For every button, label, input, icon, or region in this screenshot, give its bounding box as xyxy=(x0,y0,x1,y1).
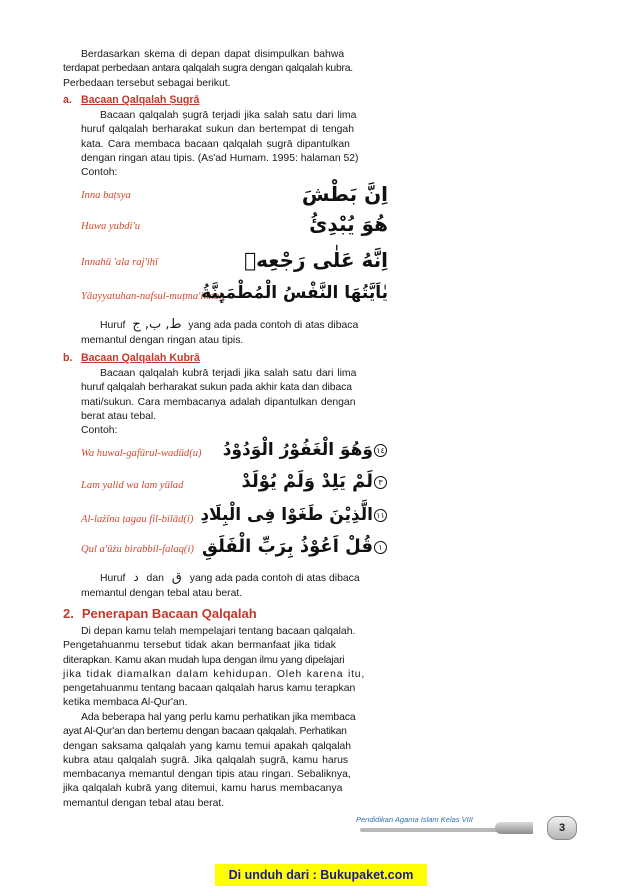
note-text: Huruf xyxy=(100,573,126,584)
section-b-marker: b. xyxy=(63,352,73,364)
section-2-heading xyxy=(63,606,257,621)
text-line: memantul dengan tebal atau berat. xyxy=(81,588,243,600)
text-line: terdapat perbedaan antara qalqalah sugra dengan qalqalah kubra. xyxy=(63,63,353,75)
text-line: Bacaan qalqalah kubrā terjadi jika salah satu dari lima xyxy=(100,368,357,379)
text-line: huruf qalqalah berharakat sukun dan bertempat di tengah xyxy=(81,124,354,136)
text-line: dengan ringan atau tipis. (As'ad Humam. 1995: halaman 52) xyxy=(81,152,359,164)
section-a-heading xyxy=(63,94,199,106)
note-arabic-letters: ط, ب, ج xyxy=(132,317,182,332)
download-banner[interactable]: Di unduh dari : Bukupaket.com xyxy=(215,864,427,886)
example-arabic: يٰاَيَّتُهَا النَّفْسُ الْمُطْمَىِٕنَّةُ xyxy=(201,283,388,303)
section-a-note xyxy=(81,318,391,349)
ayah-number-icon: ٣ xyxy=(374,476,387,489)
example-arabic xyxy=(242,471,388,492)
note-text: yang ada pada contoh di atas dibaca xyxy=(189,573,360,584)
example-latin: Wa huwal-gafūrul-wadūd(u) xyxy=(81,448,202,459)
note-arabic-letter: د xyxy=(133,570,139,584)
section-b-note xyxy=(81,570,391,602)
ayah-number-icon: ١٤ xyxy=(374,444,387,457)
section-2-paragraph-1 xyxy=(63,625,391,711)
ayah-number-icon: ١١ xyxy=(374,509,387,522)
text-line: Ada beberapa hal yang perlu kamu perhatikan jika membaca xyxy=(81,712,356,723)
page-number: 3 xyxy=(547,816,577,840)
text-line: Perbedaan tersebut sebagai berikut. xyxy=(63,77,231,89)
example-latin: Huwa yubdi'u xyxy=(81,221,141,232)
text-line: memantul dengan tebal atau berat. xyxy=(63,797,225,809)
section-b-paragraph xyxy=(81,367,391,438)
section-a-title: Bacaan Qalqalah Ṣugrā xyxy=(81,94,200,106)
example-latin: Al-lażīna ṭagau fil-bilād(i) xyxy=(81,514,194,525)
note-arabic-letter: ق xyxy=(171,570,182,585)
footer-decoration-tab xyxy=(495,822,533,834)
arabic-text: قُلْ اَعُوْذُ بِرَبِّ الْفَلَقِ xyxy=(201,536,373,557)
arabic-text: لَمْ يَلِدْ وَلَمْ يُوْلَدْ xyxy=(241,471,373,492)
text-line: ayat Al-Qur'an dan bertemu dengan bacaan qalqalah. Perhatikan xyxy=(63,726,347,738)
text-line: dengan saksama qalqalah yang kamu temui apakah qalqalah xyxy=(63,740,352,752)
arabic-text: وَهُوَ الْغَفُوْرُ الْوَدُوْدُ xyxy=(222,440,373,460)
text-line: jika qalqalah kubrā yang ditemui, kamu harus membacanya xyxy=(63,783,343,795)
example-latin: Qul a'ūżu birabbil-falaq(i) xyxy=(81,544,194,555)
text-line: kubra atau qalqalah ṣugrā. Jika qalqalah ṣugrā, kamu harus xyxy=(63,754,349,766)
arabic-text: الَّذِيْنَ طَغَوْا فِى الْبِلَادِ xyxy=(200,505,373,525)
note-text: Huruf xyxy=(100,320,126,331)
text-line: huruf qalqalah berharakat sukun pada akhir kata dan dibaca xyxy=(81,382,352,394)
text-line: kata. Cara membaca bacaan qalqalah ṣugrā dipantulkan xyxy=(81,138,350,150)
example-latin: Innahū 'ala raj'ihī xyxy=(81,257,158,268)
example-arabic xyxy=(202,536,388,557)
text-line: mati/sukun. Cara membacanya adalah dipantulkan dengan xyxy=(81,396,356,408)
example-arabic xyxy=(223,440,388,460)
text-line: jika tidak diamalkan dalam kehidupan. Oleh karena itu, xyxy=(63,668,366,680)
text-line: membacanya memantul dengan tipis atau ringan. Sebaliknya, xyxy=(63,769,351,781)
text-line: ketika membaca Al-Qur'an. xyxy=(63,697,188,709)
section-a-paragraph xyxy=(81,109,391,180)
text-line: diterapkan. Kamu akan mudah lupa dengan ilmu yang dipelajari xyxy=(63,654,345,666)
text-line: pengetahuanmu tentang bacaan qalqalah harus kamu terapkan xyxy=(63,683,356,695)
section-a-marker: a. xyxy=(63,94,72,106)
intro-paragraph xyxy=(63,48,391,91)
section-2-paragraph-2 xyxy=(63,711,391,811)
example-latin: Inna baṭsya xyxy=(81,190,131,201)
text-line: Bacaan qalqalah ṣugrā terjadi jika salah satu dari lima xyxy=(100,110,357,121)
text-line: Berdasarkan skema di depan dapat disimpulkan bahwa xyxy=(81,49,345,60)
example-arabic xyxy=(200,505,388,525)
section-2-title: Penerapan Bacaan Qalqalah xyxy=(81,606,257,621)
text-line: Contoh: xyxy=(81,167,118,179)
text-line: berat atau tebal. xyxy=(81,410,157,422)
section-b-heading xyxy=(63,352,200,364)
text-line: Di depan kamu telah mempelajari tentang bacaan qalqalah. xyxy=(81,626,356,637)
example-arabic: هُوَ يُبْدِئُ xyxy=(309,212,388,236)
note-text: dan xyxy=(146,573,164,584)
example-latin: Yāayyatuhan-nafsul-muṭma'innah xyxy=(81,291,225,302)
text-line: Pengetahuanmu tersebut tidak akan bermanfaat jika tidak xyxy=(63,640,336,652)
section-2-number: 2. xyxy=(63,606,74,621)
text-line: memantul dengan ringan atau tipis. xyxy=(81,335,244,347)
example-arabic: اِنَّهُ عَلٰى رَجْعِهٖ xyxy=(244,248,388,272)
example-latin: Lam yalid wa lam yūlad xyxy=(81,480,184,491)
note-text: yang ada pada contoh di atas dibaca xyxy=(188,320,359,331)
footer-book-title: Pendidikan Agama Islam Kelas VIII xyxy=(356,815,473,824)
section-b-title: Bacaan Qalqalah Kubrā xyxy=(81,352,200,364)
example-arabic: اِنَّ بَطْشَ xyxy=(301,182,388,206)
ayah-number-icon: ١ xyxy=(374,541,387,554)
text-line: Contoh: xyxy=(81,425,118,437)
